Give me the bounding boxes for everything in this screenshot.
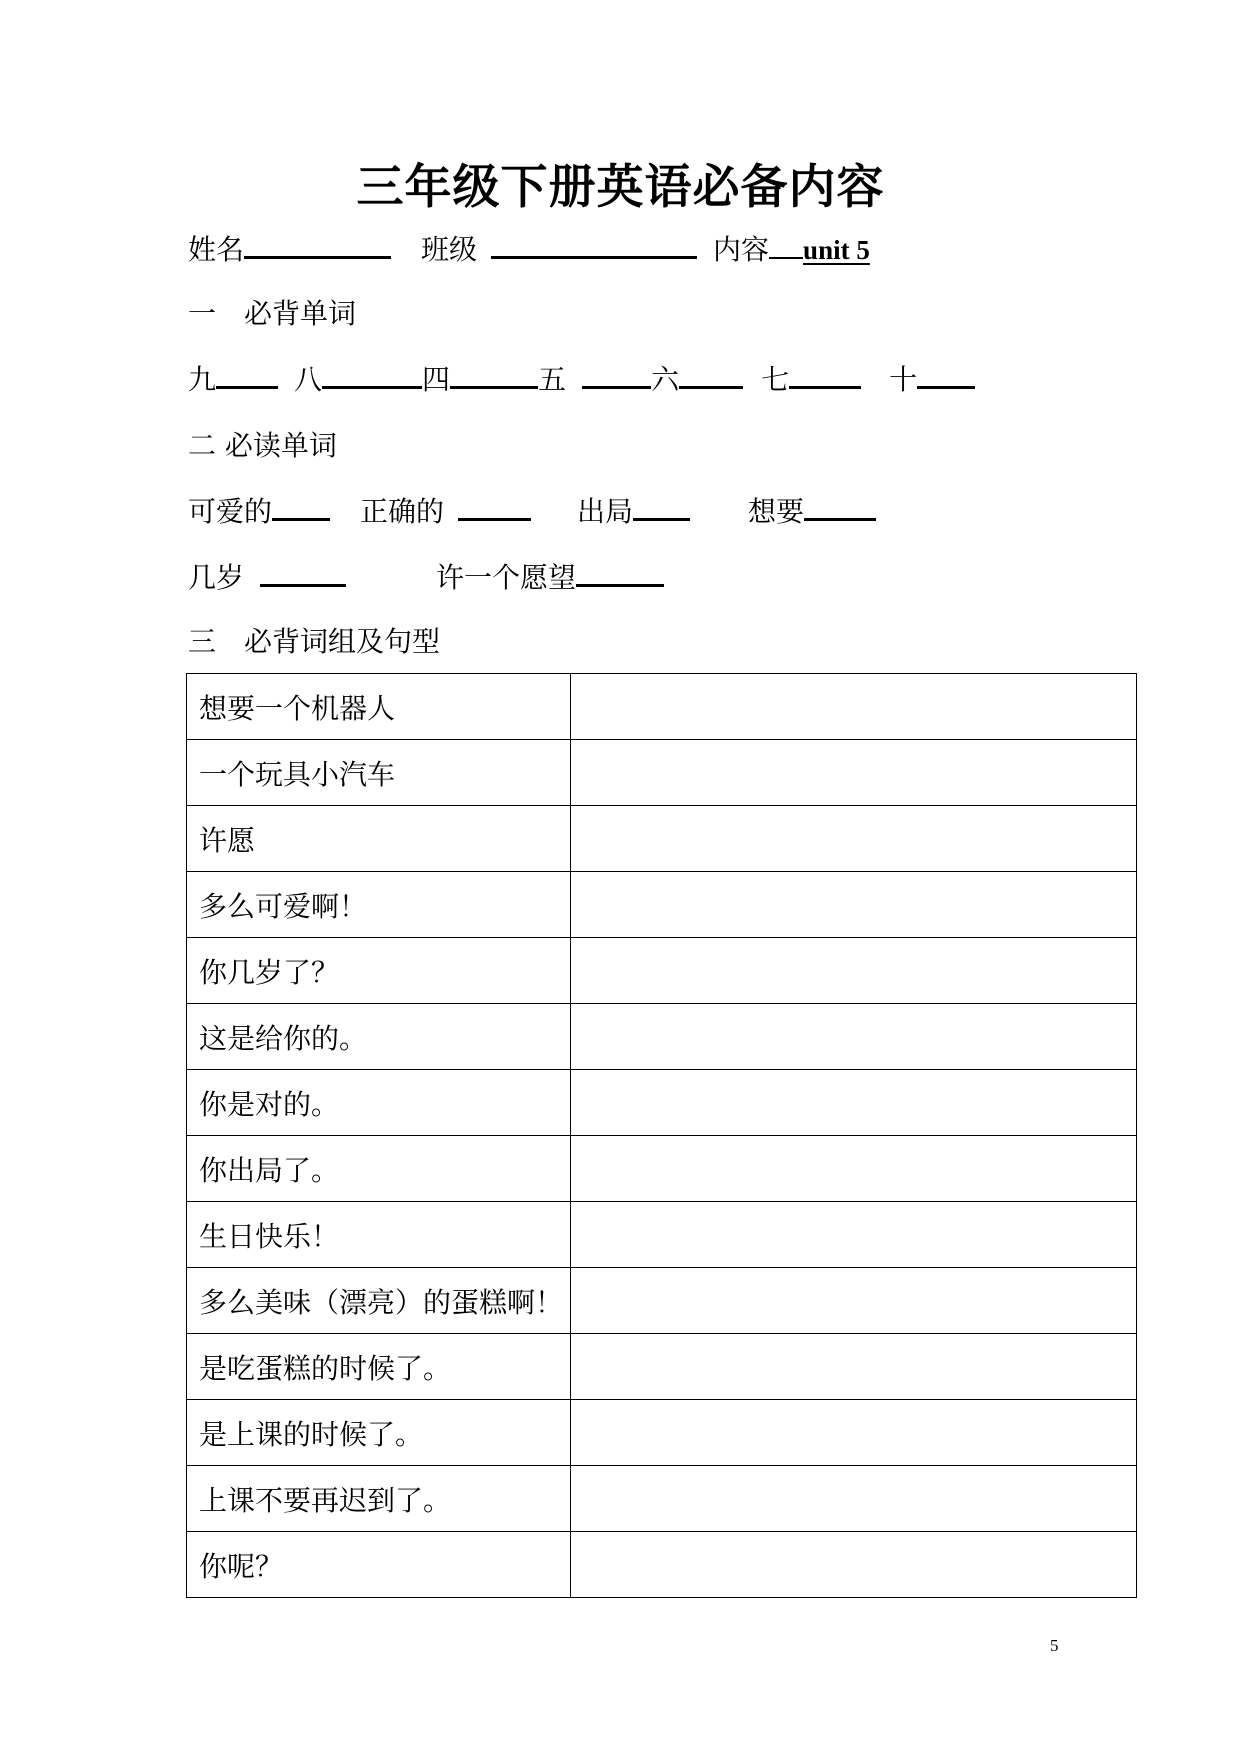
table-row — [187, 1136, 1137, 1202]
answer-blank[interactable] — [272, 492, 330, 521]
section2-heading: 二 必读单词 — [188, 429, 337, 462]
phrase-cell: 是吃蛋糕的时候了。 — [187, 1334, 571, 1400]
table-row — [187, 1004, 1137, 1070]
table-row — [187, 1466, 1137, 1532]
answer-blank[interactable] — [322, 360, 422, 389]
answer-blank[interactable] — [576, 558, 664, 587]
answer-blank[interactable] — [789, 360, 861, 389]
section1-heading: 一 必背单词 — [188, 297, 357, 330]
word-item: 七 — [761, 363, 790, 396]
section2-words-row1 — [188, 490, 876, 530]
answer-blank[interactable] — [260, 558, 346, 587]
word-item: 可爱的 — [188, 495, 273, 528]
answer-cell[interactable] — [571, 1136, 1137, 1202]
answer-blank[interactable] — [633, 492, 690, 521]
word-item: 六 — [651, 363, 680, 396]
header-line — [188, 228, 870, 268]
word-item: 五 — [538, 363, 567, 396]
phrase-cell: 你是对的。 — [187, 1070, 571, 1136]
phrase-cell: 上课不要再迟到了。 — [187, 1466, 571, 1532]
table-row — [187, 1400, 1137, 1466]
answer-cell[interactable] — [571, 1070, 1137, 1136]
phrase-cell: 你呢？ — [187, 1532, 571, 1598]
answer-blank[interactable] — [216, 360, 278, 389]
page-number: 5 — [1050, 1636, 1059, 1655]
answer-blank[interactable] — [679, 360, 743, 389]
table-row — [187, 1202, 1137, 1268]
table-row — [187, 1532, 1137, 1598]
answer-cell[interactable] — [571, 1268, 1137, 1334]
word-item: 几岁 — [188, 561, 245, 594]
phrase-cell: 你出局了。 — [187, 1136, 571, 1202]
table-row — [187, 1268, 1137, 1334]
class-blank[interactable] — [491, 230, 697, 259]
answer-cell[interactable] — [571, 806, 1137, 872]
word-item: 八 — [294, 363, 323, 396]
phrase-table — [186, 673, 1137, 1598]
phrase-cell: 你几岁了？ — [187, 938, 571, 1004]
word-item: 九 — [188, 363, 217, 396]
name-blank[interactable] — [244, 230, 391, 259]
table-row — [187, 872, 1137, 938]
table-row — [187, 806, 1137, 872]
phrase-cell: 多么美味（漂亮）的蛋糕啊！ — [187, 1268, 571, 1334]
answer-blank[interactable] — [450, 360, 538, 389]
class-label: 班级 — [421, 233, 478, 266]
name-label: 姓名 — [188, 233, 245, 266]
answer-cell[interactable] — [571, 1400, 1137, 1466]
answer-cell[interactable] — [571, 740, 1137, 806]
section3-heading: 三 必背词组及句型 — [188, 625, 441, 658]
answer-cell[interactable] — [571, 1334, 1137, 1400]
answer-cell[interactable] — [571, 674, 1137, 740]
content-label: 内容 — [713, 233, 770, 266]
answer-cell[interactable] — [571, 872, 1137, 938]
answer-blank[interactable] — [917, 360, 975, 389]
answer-blank[interactable] — [582, 360, 651, 389]
section1-words — [188, 358, 975, 398]
table-row — [187, 740, 1137, 806]
phrase-cell: 想要一个机器人 — [187, 674, 571, 740]
content-value: unit 5 — [803, 235, 870, 265]
page-title: 三年级下册英语必备内容 — [356, 160, 885, 215]
answer-cell[interactable] — [571, 1532, 1137, 1598]
table-row — [187, 674, 1137, 740]
table-row — [187, 1334, 1137, 1400]
answer-cell[interactable] — [571, 1466, 1137, 1532]
phrase-cell: 这是给你的。 — [187, 1004, 571, 1070]
answer-blank[interactable] — [458, 492, 531, 521]
word-item: 许一个愿望 — [436, 561, 577, 594]
word-item: 十 — [889, 363, 918, 396]
table-row — [187, 1070, 1137, 1136]
table-row — [187, 938, 1137, 1004]
phrase-cell: 生日快乐！ — [187, 1202, 571, 1268]
word-item: 出局 — [577, 495, 634, 528]
answer-blank[interactable] — [804, 492, 876, 521]
phrase-cell: 一个玩具小汽车 — [187, 740, 571, 806]
phrase-cell: 多么可爱啊！ — [187, 872, 571, 938]
phrase-cell: 许愿 — [187, 806, 571, 872]
section2-words-row2 — [188, 556, 664, 596]
word-item: 正确的 — [360, 495, 445, 528]
phrase-cell: 是上课的时候了。 — [187, 1400, 571, 1466]
word-item: 四 — [422, 363, 451, 396]
word-item: 想要 — [748, 495, 805, 528]
answer-cell[interactable] — [571, 938, 1137, 1004]
answer-cell[interactable] — [571, 1202, 1137, 1268]
answer-cell[interactable] — [571, 1004, 1137, 1070]
